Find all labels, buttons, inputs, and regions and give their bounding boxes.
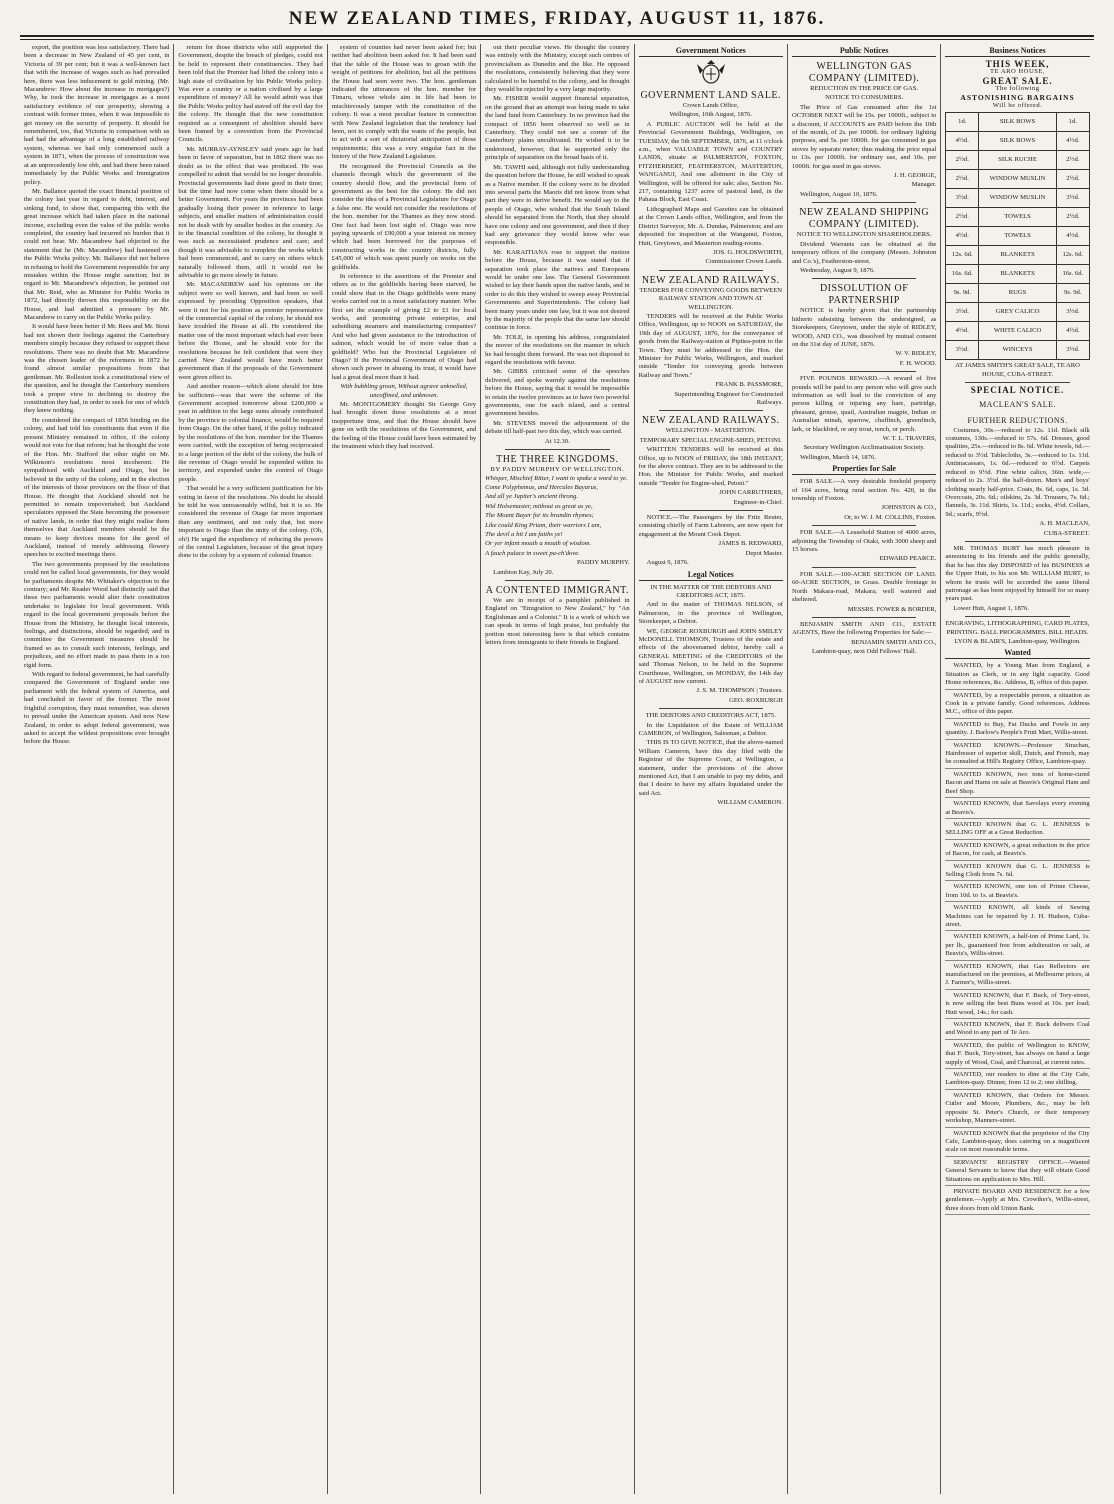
price-row (946, 208, 1089, 227)
signature-title: Engineer-in-Chief. (733, 498, 783, 506)
price-value: 2½d. (1056, 170, 1089, 189)
paragraph: He recognised the Provincial Councils as the channels through which the government of the country should flow, and the provincial form of government as the best for the colony. He did not consider the idea of a Provincial Legislature for Otago a false one. He would not consider the resolutions of the hon. member for the Thames as they now stood. One fact had been lost sight of. Otago was now paying upwards of £90,000 a year interest on money which had been borrowed for the purposes of constructing works in the country districts, fully £45,000 of which was spent purely on works on the goldfields. (331, 162, 477, 271)
notice-subtitle: TEMPORARY SPECIAL ENGINE-SHED, PETONI. (639, 436, 782, 444)
wanted-ad: WANTED KNOWN that the proprietor of the City Cafe, Lambton-quay, does catering on a magnificent scale on most reasonable terms. (945, 1130, 1089, 1157)
divider (965, 541, 1069, 542)
price-row (946, 151, 1089, 170)
signature: JOHNSTON & CO., (881, 504, 937, 512)
wanted-ad: WANTED to Buy, Fat Ducks and Fowls in any quantity. J. Barlow's People's Fruit Mart, Willis-street. (945, 721, 1089, 740)
price-value: 4½d. (1056, 227, 1089, 246)
paragraph: Mr. Ballance quoted the exact financial position of the colony last year in regard to debt, interest, and sinking fund, to show that, comparing this with the great increase which had taken place in the national income, excluding even the value of the public works completed, the country had incurred no burden that it could not bear. Mr. Macandrew had objected to the statement that he (Mr. Macandrew) had hastened on the Public Works policy. Mr. Ballance did not believe in refusing to hold the Government responsible for any mistakes within the House might sanction; but in regard to Mr. Macandrew's objection, he pointed out that Mr. Reid, who as Minister for Public Works in 1872, had directly thrown this responsibility on the House, and had admitted a pressure by Mr. Macandrew to carry on the Public Works policy. (24, 187, 170, 321)
paragraph: And another reason—which alone should for him be sufficient—was that were the scheme of the Government accepted tomorrow about £200,000 a year in addition to the large sums already contributed by the province to colonial finance, would be required from Otago. On the other hand, if the policy indicated by the resolutions of the hon. member for the Thames were carried, with the exception of being reciprocated to a large portion of the debt of the colony, the bulk of the revenue of Otago would be expended within its territory, and expended under the control of Otago people. (178, 383, 323, 483)
divider (812, 525, 916, 526)
paragraph: FIVE POUNDS REWARD.—A reward of five pounds will be paid to any person who will give such information as will lead to the conviction of any person killing or injuring any hare, partridge, pheasant, grouse, quail, Australian magpie, Indian or Australian minah, sparrow, chaffinch, greenfinch, lark, or blackbird, or any trout, tench, or perch. (791, 375, 937, 433)
signature: W. V. RIDLEY, (895, 350, 937, 358)
ad-title: FURTHER REDUCTIONS. (967, 415, 1068, 425)
price-value: 12s. 6d. (946, 246, 979, 265)
paragraph: Mr. MURRAY-AYNSLEY said years ago he had been in favor of separation, but in 1862 there was no doubt as to the effect that was produced. He was compelled to admit that would be no longer desirable. Provincial governments had done good in their time; but the time had now come when there should be a better Government. For years the provinces had been gradually losing their power in reference to large subjects, and smaller matters of administration could not be dealt with by smaller bodies in the country. As to the financial condition of the colony, he thought it was such as necessitated prudence and care; and though it was advisable to complete the works which had been commenced, and to carry on others which naturally followed them, still it would not be advisable to go more slowly in future. (178, 145, 323, 279)
notice-title: THE DEBTORS AND CREDITORS ACT, 1875. (645, 712, 776, 720)
price-value: 12s. 6d. (1056, 246, 1089, 265)
wanted-ad: WANTED KNOWN.—Professor Strachan, Hairdresser of superior skill, Dutch, and French, may be consulted at Hill's Registry Office, Lambton-quay. (945, 742, 1089, 769)
paragraph: In reference to the assertions of the Premier and others as to the goldfields having been starved, he could show that in the Otago goldfields were many works carried out in a most satisfactory manner. Who first set the example of giving £2 to £1 for local works, and promoting private enterprise, and subsidising steamers and manufacturing companies? And who had given assistance to the introduction of salmon, which would be of more value than a goldfield? Who but the Provincial Legislature of Otago? If the Provincial Government of Otago had shown such power in abusing its trust, it would have had a great deal more than it had. (331, 272, 477, 381)
divider (659, 510, 763, 511)
notice-date: Wellington, March 14, 1876. (799, 453, 876, 461)
wanted-ad: WANTED KNOWN, all kinds of Sewing Machines can be repaired by J. H. Hudson, Cuba-street. (945, 904, 1089, 931)
newspaper-columns (20, 44, 1094, 1494)
paragraph: FOR SALE.—A Leasehold Station of 4000 acres, adjoining the Township of Otaki, with 3000 sheep and 15 horses. (791, 529, 937, 554)
signature: W. T. L. TRAVERS, (882, 435, 937, 442)
signature: A. H. MACLEAN, (1039, 520, 1090, 528)
divider (505, 449, 609, 450)
signature-title: CUBA-STREET. (1043, 529, 1090, 537)
wanted-ad: WANTED KNOWN, that F. Buck delivers Coal and Wood to any part of Te Aro. (945, 1021, 1089, 1040)
paragraph: Lithographed Maps and Gazettes can be obtained at the Crown Lands office, Wellington, and from the District Surveyor, Mr. A. Dundas, Palmerston; and are deposited for inspection at the Wanganui, Foxton, Hutt, Greytown, and Masterton reading-rooms. (638, 205, 783, 247)
price-value: 9s. 9d. (1056, 284, 1089, 303)
wanted-ad: WANTED, by a respectable person, a situation as Cook in a private family. Good references. Address M.C., office of this paper. (945, 692, 1089, 719)
wanted-ad: WANTED KNOWN, that Savolays every evening at Beavis's. (945, 800, 1089, 819)
notice-subtitle: NOTICE TO WELLINGTON SHAREHOLDERS. (796, 231, 932, 239)
price-value: 3½d. (1056, 303, 1089, 322)
wanted-ad: PRIVATE BOARD AND RESIDENCE for a few gentlemen.—Apply at Mrs. Crowther's, Willis-street, three doors from old Union Bank. (945, 1188, 1089, 1215)
notice-subtitle: REDUCTION IN THE PRICE OF GAS. (810, 85, 919, 92)
wanted-ad: WANTED KNOWN, two tons of home-cured Bacon and Hams on sale at Beavis's Original Ham and Beef Shop. (945, 771, 1089, 798)
price-item: WHITE CALICO (979, 322, 1057, 341)
poem (485, 475, 629, 559)
notice-title: IN THE MATTER OF THE DEBTORS AND CREDITORS ACT, 1875. (650, 583, 772, 599)
divider (812, 371, 916, 372)
price-value: 4½d. (946, 132, 979, 151)
paragraph: Mr. STEVENS moved the adjournment of the debate till half-past two this day, which was carried. (485, 419, 630, 436)
notice-title: NEW ZEALAND RAILWAYS. (641, 274, 780, 286)
paragraph: Mr. MACANDREW said his opinions on the subject were so well known, and had been so well expressed by preceding Opposition speakers, that were it not for his position as premier representative of the commercial capital of the colony, he should not have troubled the House at all. He considered the matter one of the most important which had ever been before the House, and he should vote for the resolutions because he felt confident that were they carried New Zealand would have much better government than if the proposals of the Government were given effect to. (178, 281, 323, 381)
paragraph: FOR SALE.—100-ACRE SECTION OF LAND. 60-ACRE SECTION, in Grass. Double frontage to North Makara-road, Makara; well watered and sheltered. (791, 570, 937, 604)
masthead-rule (20, 35, 1094, 37)
poem-date: Lambton Kay, July 20. (493, 568, 554, 576)
notice-date: Wednesday, August 9, 1876. (799, 266, 875, 274)
signature: BENJAMIN SMITH AND CO., (851, 638, 937, 646)
signature-title: Manager. (911, 181, 937, 189)
wanted-ad: SERVANTS' REGISTRY OFFICE.—Wanted General Servants to know that they will obtain Good Situations on application to Mrs. Hill. (945, 1159, 1089, 1186)
paragraph: Mr. MONTGOMERY thought Sir George Grey had brought down these resolutions at a most inopportune time, and that the House should have gone on with the resolutions of the Government, and the feeling of the House could have been estimated by the treatment which they had received. (331, 401, 477, 451)
paragraph: export, the position was less satisfactory. There had been a decrease in New Zealand of 45 per cent, in Victoria of 39 per cent; but it was a well-known fact that with the increase of wages such as had prevailed here, there was less inducement to gold mining. (Mr. Macandrew: How about the increase in mortgages?) Why, he took the increase in mortgages as a most satisfactory evidence of our prosperity, showing a contrast with former times, when it was impossible to get money on the security of property. It should be remembered, too, that Victoria in comparison with us had had the advantage of a long established railway system, whereas we had only commenced such a system in 1871, when the process of construction was at an unprecedently low ebb, and had there been raised immediately by the Public Works and Immigration policy. (24, 44, 170, 186)
paragraph: WRITTEN TENDERS will be received at this Office, up to NOON of FRIDAY, the 18th INSTANT, for the above contract. They are to be addressed to the Hon. the Minister for Public Works, and marked outside "Tender for Engine-shed, Petoni." (638, 446, 783, 487)
signature-title: Commissioner Crown Lands. (705, 258, 783, 266)
time-stamp: At 12.30. (545, 437, 570, 445)
ad-follow: The following (995, 85, 1040, 93)
price-item: WINDOW MUSLIN (979, 170, 1057, 189)
paragraph: Mr. TOLE, in opening his address, congratulated the mover of the resolutions on the manner in which he had brought them forward. He was not disposed to regard the resolutions with favour. (485, 333, 630, 367)
price-item: SILK RUCHE (979, 151, 1057, 170)
notice-date: August 9, 1876. (646, 559, 689, 567)
poem-line: Like could King Priam, their warriors I am, (485, 521, 602, 529)
notice-date: Lower Hutt, August 1, 1876. (953, 604, 1029, 612)
ad-headline: GREAT SALE. (982, 75, 1053, 86)
paragraph: return for those districts who still supported the Government, despite the breach of pledges, could not be held to represent their constituencies. They had been told that the Premier had lifted the colony into a high state of civilisation by his Public Works policy. Was ever a country or a nation civilised by a large expenditure of money? All he would admit was that the Public Works policy had staved off the evil day for the colony. He thought that the new constitution required as a consequent of abolition should have been framed by a convention from the Provincial Councils. (178, 44, 323, 144)
signature: JOHN CARRUTHERS, (719, 489, 783, 497)
wanted-ad: WANTED KNOWN, a great reduction in the price of Bacon, for cash, at Beavis's. (945, 842, 1089, 861)
price-value: 3½d. (1056, 189, 1089, 208)
ad-headline: SPECIAL NOTICE. (970, 385, 1065, 396)
divider (659, 270, 763, 271)
article-title: A CONTENTED IMMIGRANT. (485, 584, 630, 596)
wanted-ad: WANTED KNOWN, that F. Buck, of Tory-street, is now selling the best Buns wood at 10s. per load; Hutt wood, 14s.; for cash. (945, 992, 1089, 1019)
signature: JAMES B. REDWARD, (718, 540, 783, 548)
price-item: WINCEYS (979, 341, 1057, 360)
price-item: SILK BOWS (979, 132, 1057, 151)
divider (812, 278, 916, 279)
price-row (946, 246, 1089, 265)
signature: WILLIAM CAMERON. (717, 799, 783, 807)
signature: J. S. M. THOMPSON | Trustees. (696, 687, 783, 695)
verse-quote: With bubbling groan, Without agrave unknelled, uncoffined, and unknown. (340, 383, 468, 399)
paragraph: With regard to federal government, he had carefully compared the Government of England under one parliament with the federal system of America, and had concluded in favor of the former. The most frightful corruption, they must remember, was shown to prevail under the American system. And now New Zealand, in order to adopt federal government, was asked to accept the wildest propositions ever brought before the House. (24, 671, 170, 746)
notice-title: NEW ZEALAND SHIPPING COMPANY (LIMITED). (799, 207, 930, 231)
notice-subtitle: NOTICE TO CONSUMERS. (825, 94, 904, 102)
paragraph: In the Liquidation of the Estate of WILLIAM CAMERON, of Wellington, Salesman, a Debtor. (638, 721, 783, 737)
signature: J. H. GEORGE, (894, 172, 937, 180)
price-row (946, 341, 1089, 360)
signature: GEO. ROXBURGH (729, 696, 783, 704)
column-7 (940, 44, 1093, 1494)
signature: F. H. WOOD. (899, 359, 937, 367)
price-value: 2½d. (946, 208, 979, 227)
price-item: RUGS (979, 284, 1057, 303)
poem-line: Wid Holsemaster, mithout as great as ye, (485, 502, 593, 510)
price-row (946, 265, 1089, 284)
masthead: NEW ZEALAND TIMES, FRIDAY, AUGUST 11, 1876. (288, 8, 826, 29)
paragraph: He considered the compact of 1856 binding on the colony, and had told his constituents that even if the present Ministry remained in office, if the colony would not vote for that reform; but he thought the vote of the Hon. Mr. Stafford the other night on Mr. Wilkinson's resolutions most incoherent. He sympathised with Auckland and Otago, but he believed in the unity of the colony, and in the election of the interests of those provinces on the floor of that House. He thought that Auckland should not be permitted to remain impoverished; but Auckland speculators opposed the State becoming the possessor of native lands, in order that they might realise them themselves that Auckland members should be the means to keep devices means for the good of Auckland, instead of merely addressing flowery speeches to excited meetings there. (24, 416, 170, 559)
notice-title: NEW ZEALAND RAILWAYS. (641, 415, 780, 427)
divider (812, 617, 916, 618)
price-item: SILK BOWS (979, 113, 1057, 132)
price-value: 2½d. (1056, 151, 1089, 170)
notice-title: DISSOLUTION OF PARTNERSHIP (819, 283, 909, 307)
paragraph: system of counties had never been asked for; but neither had abolition been asked for. It had been said that the table of the House was to groan with the weight of petitions for abolition, but all the petitions the House had seen were two. The hon. gentleman indicated the utterances of the hon. member for Timaru, whose whole aim in life had been to mischievously tamper with the constitution of the colony. It was a most peculiar feature in connection with New Zealand legislation that the tendency had been, not to comply with the wants of the people, but to act with a sort of dictatorial anticipation of those requirements; this was a very singular fact in the history of the New Zealand Legislature. (331, 44, 477, 161)
price-item: BLANKETS (979, 246, 1057, 265)
paragraph: Dividend Warrants can be obtained at the temporary offices of the company (Messrs. Johnston and Co.'s), Featherston-street. (791, 240, 937, 265)
signature: EDWARD PEARCE. (879, 555, 937, 563)
price-item: BLANKETS (979, 265, 1057, 284)
poem-line: A fauch palace in sweet pa-ch'dove. (485, 549, 580, 557)
price-value: 2½d. (1056, 208, 1089, 227)
section-heading: Government Notices (639, 45, 783, 57)
paragraph: out their peculiar views. He thought the country was entirely with the Ministry, except such centres of provincialism as Dunedin and the like. He opposed the resolutions, consistently believing that they were calculated to be harmful to the colony, and he thought they would be rejected by a very large majority. (485, 44, 630, 94)
price-value: 16s. 6d. (1056, 265, 1089, 284)
paragraph: It would have been better if Mr. Rees and Mr. Stout had not shown their feelings against the Canterbury members simply because they refused to support these resolutions. There was no doubt that Mr. Macandrew was the chosen leader of the reformers in 1872 he found almost similar propositions from that gentleman. Mr. Rolleston took a constitutional view of the question, and he thought the Canterbury members took a proper view in declining to destroy the constitution they had, in order to seek for one of which they knew nothing. (24, 323, 170, 415)
poem-line: And all ye Jupiter's ancient throng. (485, 493, 578, 501)
divider (812, 567, 916, 568)
price-row (946, 303, 1089, 322)
column-5 (634, 44, 787, 1494)
price-row (946, 227, 1089, 246)
price-value: 9s. 9d. (946, 284, 979, 303)
divider (812, 202, 916, 203)
price-value: 2½d. (946, 151, 979, 170)
signature-title: Secretary Wellington Acclimatisation Society. (803, 444, 925, 452)
paragraph: WE, GEORGE ROXBURGH and JOHN SMILEY McDONELL THOMSON, Trustees of the estate and effects of the abovenamed debtor, hereby call a GENERAL MEETING of the CREDITORS of the said Thomas Nelson, to be held in the Supreme Courthouse, Wellington, on MONDAY, the 14th day of AUGUST now current. (638, 627, 783, 685)
section-heading: Legal Notices (639, 569, 783, 581)
poem-line: Whisper, Mischief Ritter, I want to spake a word to ye. (485, 474, 628, 482)
ad-follow: Will be offered. (992, 102, 1043, 110)
ad-house: TE ARO HOUSE, (990, 68, 1046, 76)
paragraph: Mr. TAWHI said, although not fully understanding the question before the House, he still wished to speak as a Native member. If the colony were to be divided into several parts the Maoris did not know from what part they were to derive benefit. He would say to the people of Otago, who wished that the South Island should be separated from the North, that they should have one colony and one government, and then if they had any grievance they would know who was responsible. (485, 163, 630, 247)
notice-title: WELLINGTON GAS COMPANY (LIMITED). (808, 61, 920, 84)
notice-office: Crown Lands Office, (682, 102, 739, 109)
wanted-ad: WANTED, our readers to dine at the City Cafe, Lambton-quay. Dinner, from 12 to 2; one shilling. (945, 1071, 1089, 1090)
notice-subtitle: TENDERS FOR CONVEYING GOODS BETWEEN RAILWAY STATION AND TOWN AT WELLINGTON. (639, 286, 782, 311)
price-item: WINDOW MUSLIN (979, 189, 1057, 208)
paragraph: Mr. GIBBS criticised some of the speeches delivered, and spoke warmly against the resolutions before the House, saying that it would be impossible to retain the twelve provinces as to have two powerful governments, one for each island, and a central government besides. (485, 368, 630, 418)
price-row (946, 113, 1089, 132)
price-row (946, 132, 1089, 151)
paragraph: FOR SALE.—A very desirable freehold property of 164 acres, being rural section No. 420, in the township of Foxton. (791, 478, 937, 503)
paragraph: Costumes, 30s.—reduced to 12s. 11d. Black silk costumes, 130s.—reduced to 57s. 6d. Dresses, good qualities, 25s.—reduced to 8s. 6d. White towels, 6d.—reduced to 3½d. Tablecloths, 3s.—reduced to 1s. 11d. Antimacassars, 1s. 6d.—reduced to 6½d. Carpets reduced to 9½d. Fine white calico, 36in. wide,—reduced to 2s. 3½d. the half-dozen. Men's and boys' clothing nearly half-price. Coats, 8s. 6d, caps, 1s. 3d. Overcoats, 20s. 6d.; oilskins, 2s. 3d. Trousers, 7s. 6d.; flannels, 3s. 11d. Shirts, 1s. 11d.; socks, 4½d. Collars, 9d.; scarfs, 9½d. (945, 426, 1090, 518)
paragraph: The Price of Gas consumed after the 1st OCTOBER NEXT will be 15s. per 1000ft., subject to a discount, if ACCOUNTS are PAID before the 10th of the month, of 2s. per 1000ft. for ordinary lighting purposes, and 5s. per 1000ft. for gas consumed in gas stoves by separate meter; thus making the price equal to 13s. per 1000ft. for ordinary use, and 10s. per 1000ft. for gas used in gas stoves. (791, 103, 937, 170)
section-heading: Properties for Sale (792, 463, 936, 475)
poem-line: The devil a bit I am faiths ye! (485, 530, 563, 538)
price-item: GREY CALICO (979, 303, 1057, 322)
price-row (946, 170, 1089, 189)
wanted-ad: WANTED KNOWN, a half-ton of Prime Lard, 1s. per lb., guaranteed free from adulteration or salt, at Beavis's, Willis-street. (945, 933, 1089, 960)
paragraph: MR. THOMAS BURT has much pleasure in announcing to his friends and the public generally, that he has this day DISPOSED of his BUSINESS at the Upper Hutt, to his son Mr. WILLIAM BURT, to whom he trusts will be accorded the same liberal patronage as has been enjoyed by himself for so many years past. (945, 544, 1090, 603)
column-2 (173, 44, 326, 1494)
price-row (946, 189, 1089, 208)
price-value: 4½d. (1056, 132, 1089, 151)
wanted-list (945, 662, 1089, 1215)
price-row (946, 322, 1089, 341)
paragraph: BENJAMIN SMITH AND CO., ESTATE AGENTS, Have the following Properties for Sale:— (791, 620, 937, 637)
signature-title: Superintending Engineer for Constructed Railways. (674, 390, 783, 406)
ad-title: MACLEAN'S SALE. (979, 399, 1057, 409)
wanted-ad: WANTED KNOWN that G. L. JENNESS is SELLING OFF at a Great Reduction. (945, 821, 1089, 840)
divider (965, 382, 1069, 383)
paragraph: NOTICE.—The Passengers by the Fritz Reuter, consisting chiefly of Farm Laborers, are now open for engagement at the Mount Cook Depot. (638, 514, 783, 538)
poem-line: The Mount Bayer for its brandin rhymes; (485, 512, 594, 520)
price-value: 4½d. (946, 322, 979, 341)
signature-address: Lambton-quay, next Odd Fellows' Hall. (811, 648, 917, 656)
ad-footer: AT JAMES SMITH'S GREAT SALE, TE ARO HOUSE, CUBA-STREET. (955, 362, 1080, 378)
notice-title: GOVERNMENT LAND SALE. (640, 90, 782, 101)
signature: MESSRS. FOWER & BORDER, (847, 605, 937, 613)
price-value: 3½d. (946, 303, 979, 322)
column-4 (480, 44, 633, 1494)
wanted-ad: WANTED KNOWN, that Gas Reflectors are manufactured on the premises, at Melbourne prices, at J. Farmer's, Willis-street. (945, 963, 1089, 990)
price-value: 3½d. (946, 341, 979, 360)
royal-crest-icon (694, 60, 728, 86)
wanted-ad: WANTED, the public of Wellington to KNOW, that F. Buck, Tory-street, has always on hand a large supply of Wood, Coal, and Charcoal, at current rates. (945, 1042, 1089, 1069)
wanted-ad: WANTED KNOWN that G. L. JENNESS is Selling Cloth from 7s. 6d. (945, 863, 1089, 882)
paragraph: The two governments proposed by the resolutions could not be called local governments, for they would be parliaments despite Mr. Whitaker's objection to the contrary; and Mr. Reader Wood had distinctly said that these two parliaments would alter their constitution undertake to legislate for local government. With regard to the local government proposals before the House from the Ministry, he thought local interests, feelings, and distinctions, should be regarded; and in committee the Government measures should be framed so as to consult such interests, feelings, and prejudices, and no effort made to pass them in a too rigid form. (24, 560, 170, 669)
paragraph: That would be a very sufficient justification for his voting in favor of the resolutions. No doubt he should be told he was unreasonably wilful, but it is so. He considered the revenue of Otago far more important than any sentiment, and not only that, but more important to Otago than the unity of the colony. (Oh, oh!) He urged the expediency of reducing the powers of the central Legislature, because of the great injury done to the colony by a system of colonial finance. (178, 485, 323, 560)
divider (965, 616, 1069, 617)
price-value: 3½d. (946, 189, 979, 208)
divider (505, 580, 609, 581)
notice-subtitle: WELLINGTON - MASTERTON. (665, 427, 756, 435)
price-item: TOWELS (979, 227, 1057, 246)
paragraph: TENDERS will be received at the Public Works Office, Wellington, up to NOON on SATURDAY, the 19th day of AUGUST, 1876, for the conveyance of goods from the Railway-station at Pipitea-point to the Town. They must be addressed to the Hon. the Minister for Public Works, Wellington, and marked outside "Tender for conveying goods between Railway and Town." (638, 312, 783, 379)
paragraph: Mr. FISHER would support financial separation, on the ground that an attempt was being made to take the land fund from Canterbury. In no province had the compact of 1856 been observed so well as in Canterbury. They could not see a corner of the Canterbury plains uncultivated. He wished it to be understood, however, that he supported only the principle of separation on the broad basis of it. (485, 95, 630, 162)
poem-signature: PADDY MURPHY. (577, 559, 630, 567)
divider (659, 410, 763, 411)
poem-byline: BY PADDY MURPHY OF WELLINGTON. (490, 466, 625, 474)
ad-headline: ASTONISHING BARGAINS (960, 92, 1075, 102)
price-item: TOWELS (979, 208, 1057, 227)
wanted-ad: WANTED, by a Young Man from England, a Situation as Clerk, or in any light capacity. Good Home references, &c. Address, B, office of this paper. (945, 662, 1089, 689)
poem-title: THE THREE KINGDOMS. (496, 454, 619, 466)
poem-line: Come Polyphemus, and Hercules Bayarus, (485, 483, 599, 491)
ad-headline: THIS WEEK, (985, 59, 1050, 69)
signature: Or, to W. J. M. COLLINS, Foxton. (844, 513, 937, 521)
paragraph: Mr. KARAITIANA rose to support the motion before the House, because it was stated that if separation took place the natives and Europeans would be under one law. The General Government wished to lay their hands upon the native lands, and in order to do this they wished to sweep away Provincial Governments and Superintendents. The colony had been many years under one law, but it was not desired by the majority of the people that the same law should continue in force. (485, 248, 630, 332)
paragraph: We are in receipt of a pamphlet published in England on "Emigration to New Zealand," by "An Englishman and a Colonist." It is a work of which we can speak in terms of high praise, but probably the portion most interesting here is that which contains letters from immigrants to their friends in England. (485, 596, 630, 646)
price-value: 4½d. (946, 227, 979, 246)
price-value: 1d. (1056, 113, 1089, 132)
price-row (946, 284, 1089, 303)
price-value: 3½d. (1056, 341, 1089, 360)
section-heading: Public Notices (792, 45, 936, 57)
signature: FRANK B. PASSMORE, (715, 381, 783, 389)
column-6 (787, 44, 940, 1494)
masthead-rule-thin (20, 39, 1094, 40)
wanted-ad: WANTED KNOWN, that Orders for Messrs. Cutler and Moore, Plumbers, &c., may be left opposite St. Peter's Church, or their temporary workshop, Manners-street. (945, 1092, 1089, 1128)
price-value: 4½d. (1056, 322, 1089, 341)
signature: JOS. G. HOLDSWORTH, (713, 248, 783, 256)
paragraph: And in the matter of THOMAS NELSON, of Palmerston, in the province of Wellington, Storekeeper, a Debtor. (638, 601, 783, 626)
price-value: 16s. 6d. (946, 265, 979, 284)
notice-date: Wellington, 10th August, 1876. (669, 111, 753, 119)
column-3 (327, 44, 480, 1494)
paragraph: A PUBLIC AUCTION will be held at the Provincial Government Buildings, Wellington, on TUESDAY, the 5th SEPTEMBER, 1876, at 11 o'clock a.m., when VALUABLE TOWN and COUNTRY LANDS, situate at PALMERSTON, FOXTON, FITZHERBERT, FEATHERSTON, MASTERTON, WANGANUI, And one allotment in the City of Wellington, will be offered for sale; also, Section No. 217, containing 1237 acres of pastoral land, in the Pahaua Block, East Coast. (638, 120, 783, 204)
price-value: 2½d. (946, 170, 979, 189)
wanted-ad: WANTED KNOWN, one ton of Prime Cheese, from 10d. to 1s. at Beavis's. (945, 883, 1089, 902)
price-table (945, 112, 1089, 360)
poem-line: Or yer infant mouth a mouth of wisdom. (485, 540, 592, 548)
section-heading: Wanted (945, 647, 1089, 659)
price-value: 1d. (946, 113, 979, 132)
paragraph: THIS IS TO GIVE NOTICE, that the above-named William Cameron, have this day filed with the Registrar of the Supreme Court, at Wellington, a statement, under the provisions of the above mentioned Act, that I am unable to pay my debts, and that I desire to have my affairs liquidated under the said Act. (638, 739, 783, 797)
ad-footer: LYON & BLAIR'S, Lambton-quay, Wellington. (954, 638, 1081, 645)
column-1 (20, 44, 173, 1494)
signature-title: Depot Master. (745, 549, 783, 557)
paragraph: NOTICE is hereby given that the partnership hitherto subsisting between the undersigned, as Storekeepers, Greytown, under the style of RIDLEY, WOOD, AND CO., was dissolved by mutual consent on the 31st day of JUNE, 1876. (791, 307, 937, 348)
notice-date: Wellington, August 10, 1876. (799, 190, 878, 198)
ad-headline: ENGRAVING, LITHOGRAPHING, CARD PLATES, PRINTING. BALL PROGRAMMES. BILL HEADS. (945, 620, 1090, 636)
divider (659, 708, 763, 709)
section-heading: Business Notices (945, 45, 1089, 57)
